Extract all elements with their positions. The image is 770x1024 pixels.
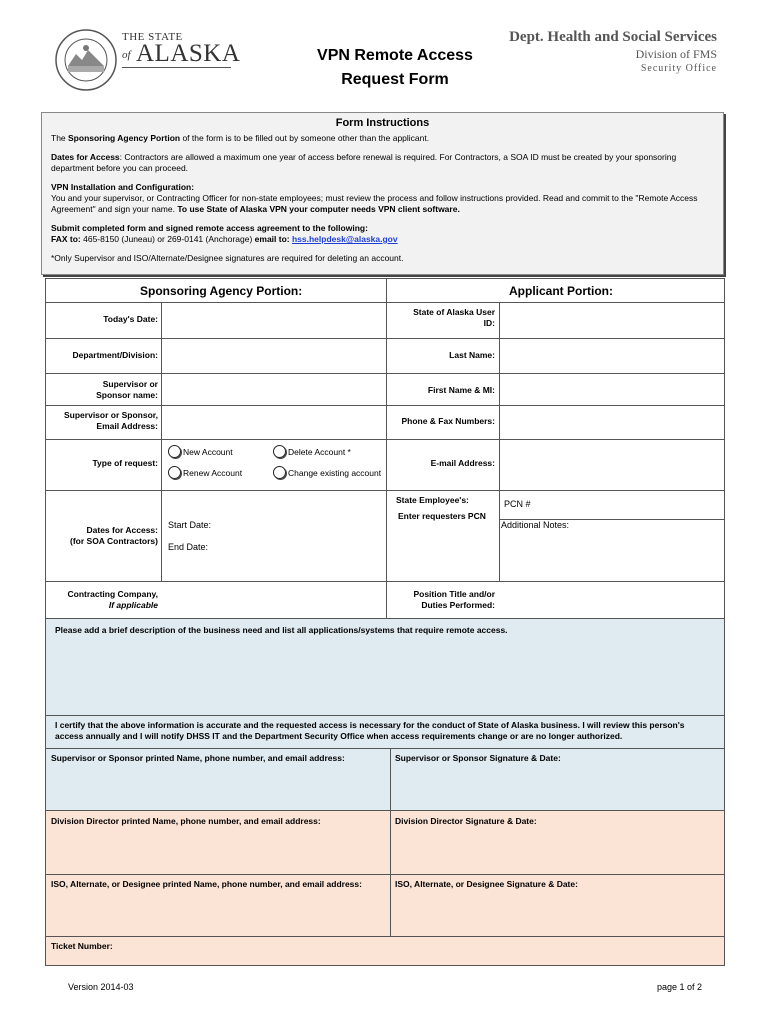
instructions-p1: The Sponsoring Agency Portion of the form is to be filled out by someone other than the applicant. [51, 133, 430, 143]
radio-icon[interactable] [168, 445, 181, 458]
instructions-p5: *Only Supervisor and ISO/Alternate/Designee signatures are required for deleting an account. [51, 253, 404, 263]
form-instructions-box [41, 112, 724, 275]
ticket-number-label: Ticket Number: [51, 941, 113, 951]
supervisor-name-input[interactable] [162, 374, 386, 405]
dept-name: Dept. Health and Social Services [509, 29, 717, 45]
alaska-seal-logo [54, 28, 118, 92]
new-account-radio[interactable]: New Account [168, 445, 233, 458]
dates-access-label: Dates for Access: (for SOA Contractors) [70, 525, 158, 546]
user-id-label: State of Alaska User ID: [413, 307, 495, 328]
todays-date-input[interactable] [162, 303, 386, 338]
certify-text: I certify that the above information is accurate and the requested access is necessary for the conduct of State of Alaska business. I will review this person's access annually and I will notify DHSS IT and the Department Security Office when access requirements change or are no longer authorized. [55, 720, 685, 741]
iso-signature-label: ISO, Alternate, or Designee Signature & Date: [395, 879, 578, 889]
position-title-label: Position Title and/or Duties Performed: [413, 589, 495, 610]
instructions-p4: Submit completed form and signed remote access agreement to the following: FAX to: 465-8150 (Juneau) or 269-0141 (Anchorage) email to: hss.helpdesk@alaska.gov [51, 223, 398, 244]
change-account-radio[interactable]: Change existing account [273, 466, 381, 479]
radio-icon[interactable] [168, 466, 181, 479]
business-need-text: Please add a brief description of the business need and list all applications/systems that require remote access. [55, 625, 508, 635]
start-date-label: Start Date: [168, 520, 212, 530]
first-name-label: First Name & MI: [427, 385, 495, 395]
state-name-text: ALASKA [136, 40, 241, 67]
instructions-p2: Dates for Access: Contractors are allowed a maximum one year of access before renewal is required. For Contractors, a SOA ID must be created by your sponsoring department before you can proceed. [51, 152, 677, 173]
supervisor-name-label: Supervisor or Sponsor name: [96, 379, 158, 400]
first-name-input[interactable] [500, 374, 724, 405]
email-address-label: E-mail Address: [430, 458, 495, 468]
version-label: Version 2014-03 [68, 982, 134, 992]
additional-notes-label: Additional Notes: [501, 520, 570, 530]
applicant-heading: Applicant Portion: [509, 284, 613, 298]
enter-pcn-label: Enter requesters PCN [398, 511, 486, 521]
phone-fax-label: Phone & Fax Numbers: [401, 416, 495, 426]
director-signature-label: Division Director Signature & Date: [395, 816, 537, 826]
office-name: Security Office [640, 63, 717, 74]
department-input[interactable] [162, 339, 386, 373]
sponsor-heading: Sponsoring Agency Portion: [140, 284, 303, 298]
supervisor-email-input[interactable] [162, 406, 386, 439]
email-address-input[interactable] [500, 440, 724, 490]
division-name: Division of FMS [635, 47, 717, 61]
supervisor-email-label: Supervisor or Sponsor, Email Address: [64, 410, 158, 431]
end-date-label: End Date: [168, 542, 209, 552]
pcn-label: PCN # [504, 499, 531, 509]
renew-account-radio[interactable]: Renew Account [168, 466, 242, 479]
user-id-input[interactable] [500, 303, 724, 338]
department-block [509, 29, 717, 74]
last-name-label: Last Name: [449, 350, 495, 360]
state-employee-label: State Employee's: [396, 495, 469, 505]
department-label: Department/Division: [72, 350, 158, 360]
phone-fax-input[interactable] [500, 406, 724, 439]
type-of-request-label: Type of request: [92, 458, 158, 468]
delete-account-radio[interactable]: Delete Account * [273, 445, 351, 458]
contracting-company-input[interactable] [162, 582, 386, 618]
state-of-text: of [122, 49, 131, 61]
page-number: page 1 of 2 [656, 982, 702, 992]
additional-notes-input[interactable] [500, 531, 724, 581]
request-form [45, 278, 725, 966]
approval-sign-area [46, 810, 724, 936]
iso-printed-label: ISO, Alternate, or Designee printed Name, phone number, and email address: [51, 879, 362, 889]
last-name-input[interactable] [500, 339, 724, 373]
instructions-heading: Form Instructions [335, 117, 430, 129]
start-date-input[interactable] [221, 516, 381, 532]
instructions-p3: VPN Installation and Configuration: You and your supervisor, or Contracting Officer for non-state employees; must review the process and follow instructions provided. Read and commit to the "Remote Access Agreement" and sign your name. To use State of Alaska VPN your computer needs VPN client software. [51, 182, 698, 214]
supervisor-printed-label: Supervisor or Sponsor printed Name, phone number, and email address: [51, 753, 345, 763]
supervisor-signature-label: Supervisor or Sponsor Signature & Date: [395, 753, 561, 763]
position-title-input[interactable] [500, 582, 724, 618]
contracting-company-label: Contracting Company, If applicable [67, 589, 158, 610]
page-title: VPN Remote Access Request Form [317, 47, 473, 88]
logo-rule [122, 67, 231, 68]
radio-icon[interactable] [273, 466, 286, 479]
pcn-input[interactable] [536, 492, 721, 517]
helpdesk-email-link[interactable]: hss.helpdesk@alaska.gov [291, 234, 398, 244]
end-date-input[interactable] [216, 538, 381, 554]
state-the-text: THE STATE [122, 31, 183, 43]
radio-icon[interactable] [273, 445, 286, 458]
director-printed-label: Division Director printed Name, phone number, and email address: [51, 816, 321, 826]
todays-date-label: Today's Date: [103, 314, 158, 324]
